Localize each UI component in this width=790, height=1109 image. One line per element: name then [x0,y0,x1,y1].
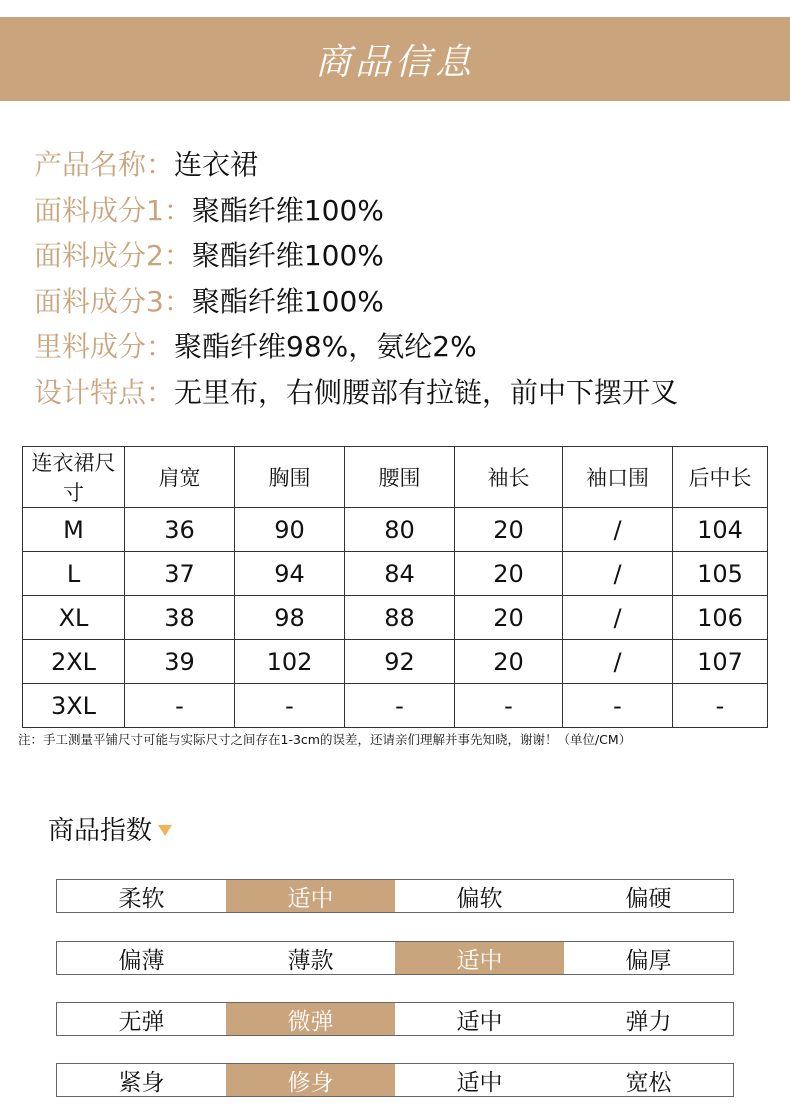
scale-option: 适中 [456,1069,503,1096]
scale-option: 偏薄 [118,947,165,974]
info-value: 聚酯纤维100% [191,239,384,272]
table-cell: 3XL [23,684,125,728]
scale-option: 薄款 [287,947,334,974]
info-row [34,370,678,416]
table-row [23,596,768,640]
info-row [34,142,678,188]
info-label: 面料成分3： [34,284,192,318]
table-header-cell: 胸围 [235,447,345,508]
table-cell: XL [23,596,125,640]
table-cell: - [455,684,563,728]
info-value: 聚酯纤维100% [191,193,384,227]
info-value: 无里布，右侧腰部有拉链，前中下摆开叉 [174,375,679,409]
table-cell: 104 [673,508,768,552]
table-row [23,552,768,596]
table-cell: - [563,684,673,728]
table-cell: 37 [125,552,235,596]
size-table [22,446,768,728]
scale-option: 适中 [226,880,395,912]
info-label: 面料成分1： [34,193,192,227]
table-cell: / [563,640,673,684]
table-cell: 2XL [23,640,125,684]
table-cell: 20 [455,508,563,552]
scale-option: 微弹 [226,1003,395,1035]
table-row [23,508,768,552]
scale-option: 修身 [226,1064,395,1096]
table-cell: 20 [455,640,563,684]
info-row [34,233,678,279]
index-scale-fit [56,1063,734,1097]
table-cell: 88 [345,596,455,640]
table-row [23,640,768,684]
table-cell: 84 [345,552,455,596]
table-cell: 38 [125,596,235,640]
table-cell: 36 [125,508,235,552]
table-cell: - [345,684,455,728]
table-header-row [23,447,768,508]
table-cell: 98 [235,596,345,640]
scale-option: 无弹 [118,1008,165,1035]
table-cell: 20 [455,552,563,596]
table-header-cell: 连衣裙尺寸 [23,447,125,508]
triangle-down-icon [158,825,172,836]
table-row [23,684,768,728]
banner-title: 商品信息 [314,41,475,83]
table-cell: 94 [235,552,345,596]
table-cell: / [563,552,673,596]
table-cell: 20 [455,596,563,640]
table-header-cell: 肩宽 [125,447,235,508]
scale-option: 偏硬 [625,885,672,912]
table-cell: L [23,552,125,596]
table-cell: 80 [345,508,455,552]
scale-option: 紧身 [118,1069,165,1096]
info-row [34,279,678,325]
scale-option: 柔软 [118,885,165,912]
table-header-cell: 后中长 [673,447,768,508]
table-cell: - [235,684,345,728]
scale-option: 适中 [395,942,564,974]
info-row [34,324,678,370]
table-cell: 107 [673,640,768,684]
scale-option: 偏厚 [625,947,672,974]
table-cell: 106 [673,596,768,640]
info-value: 聚酯纤维98%，氨纶2% [174,330,477,363]
table-cell: / [563,508,673,552]
scale-option: 适中 [456,1008,503,1035]
product-index-title [48,810,172,847]
table-cell: 102 [235,640,345,684]
table-cell: / [563,596,673,640]
table-header-cell: 腰围 [345,447,455,508]
scale-option: 宽松 [625,1069,672,1096]
table-header-cell: 袖长 [455,447,563,508]
table-cell: M [23,508,125,552]
table-cell: 39 [125,640,235,684]
scale-option: 偏软 [456,885,503,912]
index-title-text: 商品指数 [48,816,153,846]
table-header-cell: 袖口围 [563,447,673,508]
table-cell: - [673,684,768,728]
index-scale-elasticity [56,1002,734,1036]
info-label: 产品名称： [34,148,175,181]
table-cell: - [125,684,235,728]
scale-option: 弹力 [625,1008,672,1035]
table-cell: 90 [235,508,345,552]
index-scale-thickness [56,941,734,975]
info-label: 里料成分： [34,330,175,363]
product-info-list [34,142,678,415]
measurement-note: 注：手工测量平铺尺寸可能与实际尺寸之间存在1-3cm的误差，还请亲们理解并事先知晓，谢谢！（单位/CM） [18,732,632,747]
index-scale-softness [56,879,734,913]
info-value: 连衣裙 [174,148,259,181]
section-banner [0,17,790,101]
table-cell: 105 [673,552,768,596]
info-label: 设计特点： [34,375,175,409]
table-cell: 92 [345,640,455,684]
info-label: 面料成分2： [34,239,192,272]
info-value: 聚酯纤维100% [191,284,384,318]
info-row [34,188,678,234]
